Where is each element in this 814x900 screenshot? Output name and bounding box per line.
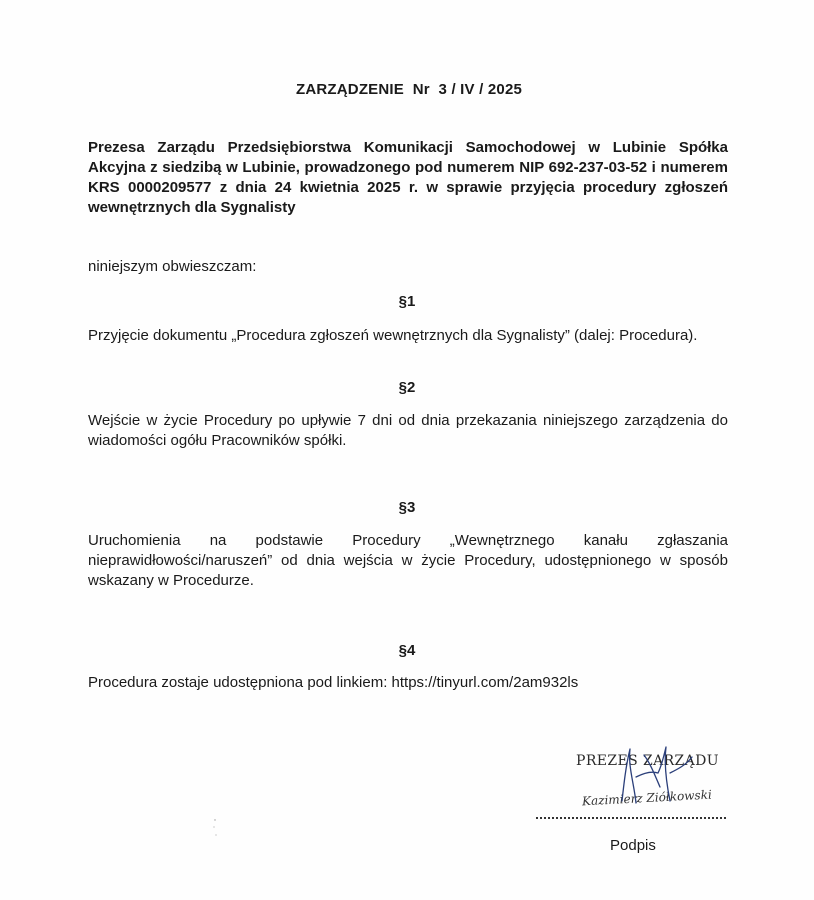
signature-line bbox=[536, 817, 726, 819]
document-heading: Prezesa Zarządu Przedsiębiorstwa Komunikacji Samochodowej w Lubinie Spółka Akcyjna z siedzibą w Lubinie, prowadzonego pod numerem NIP 692-237-03-52 i numerem KRS 0000209577 z dnia 24 kwietnia 2025 r. w sprawie przyjęcia procedury zgłoszeń wewnętrznych dla Sygnalisty bbox=[88, 139, 728, 216]
section-mark-1: §1 bbox=[398, 293, 416, 310]
section-text-4: Procedura zostaje udostępniona pod linkiem: https://tinyurl.com/2am932ls bbox=[88, 674, 579, 691]
signature-stamp-title: PREZES ZARZĄDU bbox=[576, 753, 720, 769]
intro-text: niniejszym obwieszczam: bbox=[88, 258, 257, 275]
section-text-2: Wejście w życie Procedury po upływie 7 dni od dnia przekazania niniejszego zarządzenia do wiadomości ogółu Pracowników spółki. bbox=[88, 412, 728, 449]
signature-stamp-name: Kazimierz Ziółkowski bbox=[581, 787, 713, 809]
signature-caption: Podpis bbox=[610, 837, 656, 854]
section-text-1: Przyjęcie dokumentu „Procedura zgłoszeń wewnętrznych dla Sygnalisty” (dalej: Procedura). bbox=[88, 327, 698, 344]
handwritten-signature bbox=[600, 743, 710, 823]
section-text-3: Uruchomienia na podstawie Procedury „Wewnętrznego kanału zgłaszania nieprawidłowości/naruszeń” od dnia wejścia w życie Procedury, udostępnionego w sposób wskazany w Procedurze. bbox=[88, 532, 728, 589]
document-title: ZARZĄDZENIE Nr 3 / IV / 2025 bbox=[295, 81, 523, 98]
section-mark-2: §2 bbox=[398, 379, 416, 396]
signature-block bbox=[540, 745, 740, 875]
section-mark-4: §4 bbox=[398, 642, 416, 659]
section-mark-3: §3 bbox=[398, 499, 416, 516]
scan-specks bbox=[212, 818, 218, 838]
